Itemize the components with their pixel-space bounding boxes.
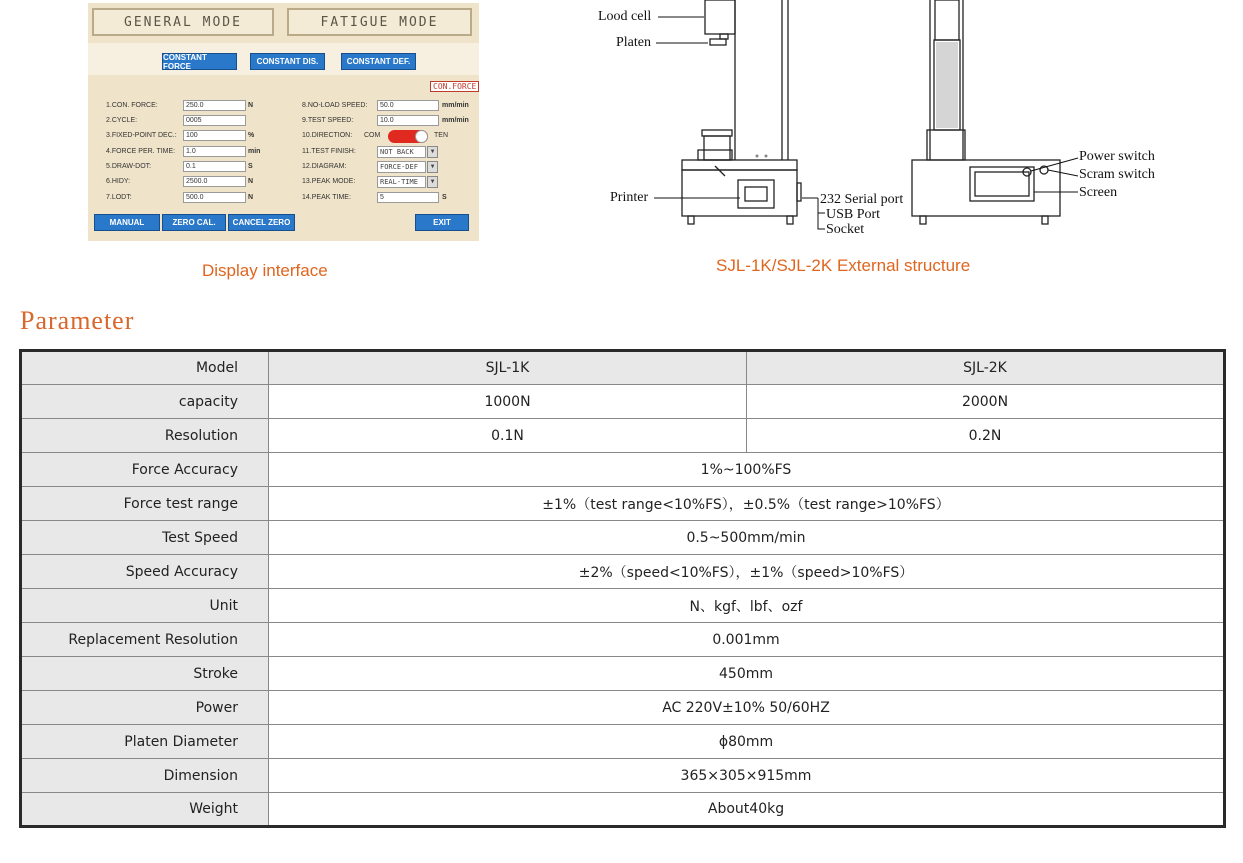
field-unit: mm/min	[442, 102, 469, 109]
row-label: Replacement Resolution	[21, 623, 269, 657]
manual-button[interactable]: MANUAL	[94, 214, 160, 231]
direction-toggle[interactable]	[388, 130, 428, 143]
table-row	[21, 725, 1225, 759]
row-label: capacity	[21, 385, 269, 419]
select-value: NOT BACK	[380, 148, 414, 156]
table-row	[21, 793, 1225, 827]
constant-def-button[interactable]: CONSTANT DEF.	[341, 53, 416, 70]
peak-mode-select[interactable]	[377, 176, 435, 188]
row-value: 0.2N	[747, 419, 1225, 453]
toggle-knob	[415, 130, 428, 143]
field-label: 9.TEST SPEED:	[302, 117, 354, 124]
table-row	[21, 453, 1225, 487]
field-label: 4.FORCE PER. TIME:	[106, 148, 176, 155]
field-label: 12.DIAGRAM:	[302, 163, 347, 170]
row-label: Platen Diameter	[21, 725, 269, 759]
structure-caption: SJL-1K/SJL-2K External structure	[716, 256, 971, 275]
exit-button[interactable]: EXIT	[415, 214, 469, 231]
row-value: 1%~100%FS	[269, 453, 1225, 487]
direction-com-label: COM	[364, 132, 381, 139]
machine-illustration	[590, 0, 1190, 245]
field-label: 7.LODT:	[106, 194, 132, 201]
cancel-zero-button[interactable]: CANCEL ZERO	[228, 214, 295, 231]
display-interface-panel	[88, 3, 479, 241]
row-label: Force Accuracy	[21, 453, 269, 487]
force-per-time-input[interactable]: 1.0	[183, 146, 246, 157]
row-value: About40kg	[269, 793, 1225, 827]
mode-indicator: CON.FORCE	[430, 81, 479, 92]
constant-force-button[interactable]: CONSTANT FORCE	[162, 53, 237, 70]
field-label: 2.CYCLE:	[106, 117, 138, 124]
row-label: Dimension	[21, 759, 269, 793]
row-value: 0.001mm	[269, 623, 1225, 657]
model-col1: SJL-1K	[269, 351, 747, 385]
screen-label: Screen	[1079, 185, 1118, 200]
table-row	[21, 487, 1225, 521]
display-caption: Display interface	[202, 261, 328, 280]
table-row	[21, 589, 1225, 623]
row-value: 450mm	[269, 657, 1225, 691]
row-value: AC 220V±10% 50/60HZ	[269, 691, 1225, 725]
field-label: 6.HIDY:	[106, 178, 131, 185]
usb-port-label: USB Port	[826, 207, 881, 222]
row-value: ±2%（speed<10%FS），±1%（speed>10%FS）	[269, 555, 1225, 589]
row-value: N、kgf、lbf、ozf	[269, 589, 1225, 623]
printer-label: Printer	[610, 190, 649, 205]
row-label: Power	[21, 691, 269, 725]
draw-dot-input[interactable]: 0.1	[183, 161, 246, 172]
dropdown-arrow-icon[interactable]: ▼	[427, 176, 438, 188]
table-row	[21, 385, 1225, 419]
parameter-title: Parameter	[20, 306, 135, 335]
row-value: 0.5~500mm/min	[269, 521, 1225, 555]
row-value: 0.1N	[269, 419, 747, 453]
power-switch-label: Power switch	[1079, 149, 1155, 164]
load-cell-label: Lood cell	[598, 9, 652, 24]
model-col2: SJL-2K	[747, 351, 1225, 385]
fixed-point-dec-input[interactable]: 100	[183, 130, 246, 141]
con-force-input[interactable]: 250.0	[183, 100, 246, 111]
test-speed-input[interactable]: 10.0	[377, 115, 439, 126]
field-unit: N	[248, 102, 254, 109]
row-value: 1000N	[269, 385, 747, 419]
zero-cal-button[interactable]: ZERO CAL.	[162, 214, 226, 231]
select-value: FORCE-DEF	[380, 163, 418, 171]
field-label: 11.TEST FINISH:	[302, 148, 356, 155]
cycle-input[interactable]: 0005	[183, 115, 246, 126]
lodt-input[interactable]: 500.0	[183, 192, 246, 203]
no-load-speed-input[interactable]: 50.0	[377, 100, 439, 111]
table-row	[21, 623, 1225, 657]
test-finish-select[interactable]	[377, 146, 435, 158]
parameter-table	[19, 349, 1226, 828]
field-label: 14.PEAK TIME:	[302, 194, 351, 201]
table-row	[21, 419, 1225, 453]
table-row	[21, 555, 1225, 589]
table-row	[21, 657, 1225, 691]
field-label: 8.NO-LOAD SPEED:	[302, 102, 368, 109]
hidy-input[interactable]: 2500.0	[183, 176, 246, 187]
field-label: 1.CON. FORCE:	[106, 102, 158, 109]
row-label: Resolution	[21, 419, 269, 453]
table-row	[21, 691, 1225, 725]
field-unit: mm/min	[442, 117, 469, 124]
row-label: Speed Accuracy	[21, 555, 269, 589]
peak-time-input[interactable]: 5	[377, 192, 439, 203]
field-unit: S	[442, 194, 447, 201]
field-label: 5.DRAW-DOT:	[106, 163, 152, 170]
field-unit: min	[248, 148, 261, 155]
row-value: ±1%（test range<10%FS），±0.5%（test range>10%FS）	[269, 487, 1225, 521]
field-unit: N	[248, 194, 254, 201]
field-unit: %	[248, 132, 255, 139]
row-value: 365×305×915mm	[269, 759, 1225, 793]
row-value: ϕ80mm	[269, 725, 1225, 759]
row-label: Stroke	[21, 657, 269, 691]
socket-label: Socket	[826, 222, 865, 237]
direction-ten-label: TEN	[434, 132, 448, 139]
serial-port-label: 232 Serial port	[820, 192, 904, 207]
row-label: Model	[21, 351, 269, 385]
general-mode-tab[interactable]: GENERAL MODE	[92, 8, 274, 36]
row-label: Force test range	[21, 487, 269, 521]
field-unit: N	[248, 178, 254, 185]
field-unit: S	[248, 163, 253, 170]
row-label: Unit	[21, 589, 269, 623]
diagram-select[interactable]	[377, 161, 435, 173]
field-label: 3.FIXED-POINT DEC.:	[106, 132, 177, 139]
table-row	[21, 759, 1225, 793]
field-label: 13.PEAK MODE:	[302, 178, 356, 185]
scram-switch-label: Scram switch	[1079, 167, 1155, 182]
table-row	[21, 521, 1225, 555]
dropdown-arrow-icon[interactable]: ▼	[427, 161, 438, 173]
table-row	[21, 351, 1225, 385]
dropdown-arrow-icon[interactable]: ▼	[427, 146, 438, 158]
fatigue-mode-tab[interactable]: FATIGUE MODE	[287, 8, 472, 36]
row-label: Weight	[21, 793, 269, 827]
select-value: REAL-TIME	[380, 178, 418, 186]
field-label: 10.DIRECTION:	[302, 132, 353, 139]
row-value: 2000N	[747, 385, 1225, 419]
constant-dis-button[interactable]: CONSTANT DIS.	[250, 53, 325, 70]
row-label: Test Speed	[21, 521, 269, 555]
platen-label: Platen	[616, 35, 651, 50]
